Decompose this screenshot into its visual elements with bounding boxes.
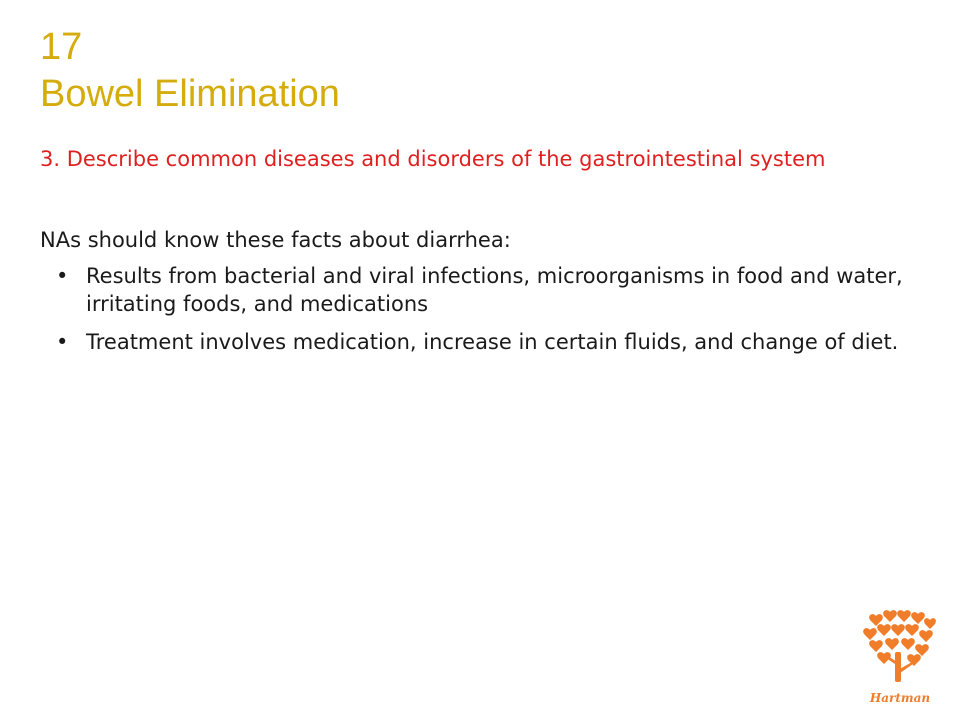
bullet-icon: • (56, 264, 69, 288)
bullet-text: Treatment involves medication, increase in certain fluids, and change of diet. (86, 330, 899, 354)
learning-objective: 3. Describe common diseases and disorders of the gastrointestinal system (40, 147, 826, 171)
bullet-text: Results from bacterial and viral infections, microorganisms in food and water, irritating foods, and medications (86, 264, 903, 316)
bullet-icon: • (56, 330, 69, 354)
intro-text: NAs should know these facts about diarrhea: (40, 228, 511, 252)
chapter-title: Bowel Elimination (40, 73, 340, 115)
list-item (56, 262, 916, 318)
logo-text: Hartman (869, 691, 931, 705)
list-item (56, 328, 916, 356)
chapter-number: 17 (40, 26, 83, 68)
tree-of-hearts-icon (863, 610, 936, 682)
bullet-list (56, 262, 916, 366)
hartman-logo (862, 606, 938, 710)
